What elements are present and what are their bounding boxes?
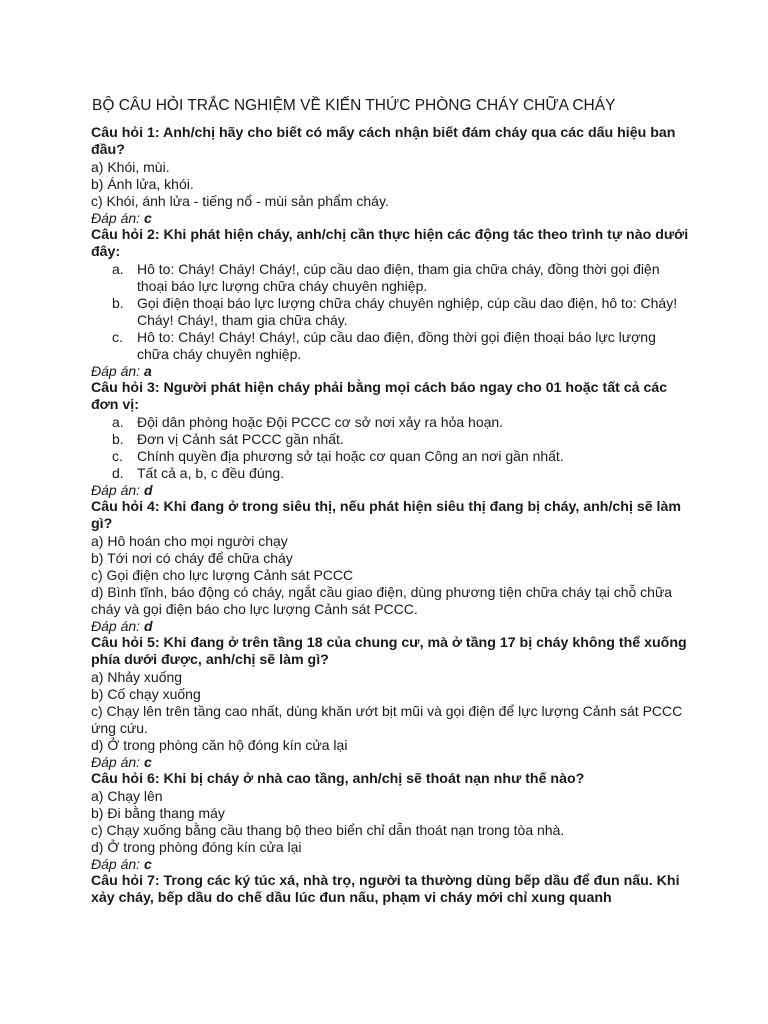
option-text: Hô to: Cháy! Cháy! Cháy!, cúp cầu dao điện, đồng thời gọi điện thoại báo lực lượng chữa cháy chuyên nghiệp. bbox=[137, 329, 656, 362]
option-d: d) Bình tĩnh, báo động có cháy, ngắt cầu giao điện, dùng phương tiện chữa cháy tại chỗ chữa cháy và gọi điện báo cho lực lượng Cảnh sát PCCC. bbox=[91, 584, 673, 617]
option-marker: c. bbox=[112, 329, 123, 345]
option-marker: a. bbox=[112, 414, 124, 430]
question-text: Câu hỏi 4: Khi đang ở trong siêu thị, nếu phát hiện siêu thị đang bị cháy, anh/chị sẽ làm gì? bbox=[91, 499, 681, 532]
option-b: b) Ánh lửa, khói. bbox=[91, 176, 194, 192]
answer-line bbox=[91, 210, 691, 227]
option-marker: d. bbox=[112, 465, 124, 481]
answer-label: Đáp án: bbox=[91, 482, 141, 498]
answer-label: Đáp án: bbox=[91, 856, 141, 872]
option-text: Hô to: Cháy! Cháy! Cháy!, cúp cầu dao điện, tham gia chữa cháy, đồng thời gọi điện thoại báo lực lượng chữa cháy chuyên nghiệp. bbox=[137, 261, 660, 294]
option-c: c) Chạy lên trên tầng cao nhất, dùng khăn ướt bịt mũi và gọi điện để lực lượng Cảnh sát PCCC ứng cứu. bbox=[91, 703, 683, 736]
option-c: c) Khói, ánh lửa - tiếng nổ - mùi sản phẩm cháy. bbox=[91, 193, 389, 209]
option-a: a) Hô hoán cho mọi người chạy bbox=[91, 533, 288, 549]
answer-line bbox=[91, 754, 691, 771]
question-text: Câu hỏi 3: Người phát hiện cháy phải bằng mọi cách báo ngay cho 01 hoặc tất cả các đơn vị: bbox=[91, 380, 668, 413]
answer-value: d bbox=[143, 482, 153, 498]
option-a: a) Nhảy xuống bbox=[91, 669, 183, 685]
answer-label: Đáp án: bbox=[91, 210, 141, 226]
question-text: Câu hỏi 2: Khi phát hiện cháy, anh/chị cần thực hiện các động tác theo trình tự nào dưới đây: bbox=[91, 227, 689, 260]
answer-value: c bbox=[143, 856, 152, 872]
option-text: Gọi điện thoại báo lực lượng chữa cháy chuyên nghiệp, cúp cầu dao điện, hô to: Cháy! Cháy! Cháy!, tham gia chữa cháy. bbox=[137, 295, 678, 328]
option-b: b) Cố chạy xuống bbox=[91, 686, 201, 702]
question-text: Câu hỏi 5: Khi đang ở trên tầng 18 của chung cư, mà ở tầng 17 bị cháy không thể xuống phía dưới được, anh/chị sẽ làm gì? bbox=[91, 635, 687, 668]
option-c: c) Chạy xuống bằng cầu thang bộ theo biển chỉ dẫn thoát nạn trong tòa nhà. bbox=[91, 822, 565, 838]
document-title: BỘ CÂU HỎI TRẮC NGHIỆM VỀ KIẾN THỨC PHÒNG CHÁY CHỮA CHÁY bbox=[92, 97, 616, 114]
option-text: Tất cả a, b, c đều đúng. bbox=[137, 465, 285, 481]
document-body bbox=[91, 125, 691, 907]
option-text: Chính quyền địa phương sở tại hoặc cơ quan Công an nơi gần nhất. bbox=[137, 448, 564, 464]
question-2 bbox=[91, 227, 691, 380]
question-text: Câu hỏi 1: Anh/chị hãy cho biết có mấy cách nhận biết đám cháy qua các dấu hiệu ban đầu? bbox=[91, 125, 676, 158]
option-d: d) Ở trong phòng căn hộ đóng kín cửa lại bbox=[91, 737, 348, 753]
question-text: Câu hỏi 7: Trong các ký túc xá, nhà trọ, người ta thường dùng bếp dầu để đun nấu. Khi xảy cháy, bếp dầu do chế dầu lúc đun nấu, phạm vi cháy mới chỉ xung quanh bbox=[91, 873, 680, 906]
answer-value: a bbox=[143, 363, 152, 379]
option-b: b) Đi bằng thang máy bbox=[91, 805, 225, 821]
option-marker: c. bbox=[112, 448, 123, 464]
option-d bbox=[91, 465, 691, 482]
option-c: c) Gọi điện cho lực lượng Cảnh sát PCCC bbox=[91, 567, 354, 583]
option-c bbox=[91, 448, 691, 465]
option-marker: b. bbox=[112, 295, 124, 311]
answer-label: Đáp án: bbox=[91, 754, 141, 770]
option-marker: a. bbox=[112, 261, 124, 277]
question-5 bbox=[91, 635, 691, 771]
option-text: Đơn vị Cảnh sát PCCC gần nhất. bbox=[137, 431, 344, 447]
question-6 bbox=[91, 771, 691, 873]
option-a bbox=[91, 414, 691, 431]
answer-line bbox=[91, 363, 691, 380]
answer-label: Đáp án: bbox=[91, 618, 141, 634]
option-b bbox=[91, 295, 691, 329]
answer-line bbox=[91, 482, 691, 499]
answer-line bbox=[91, 856, 691, 873]
option-d: d) Ở trong phòng đóng kín cửa lại bbox=[91, 839, 302, 855]
question-7 bbox=[91, 873, 691, 907]
question-4 bbox=[91, 499, 691, 635]
option-b: b) Tới nơi có cháy để chữa cháy bbox=[91, 550, 293, 566]
option-a: a) Chạy lên bbox=[91, 788, 163, 804]
answer-line bbox=[91, 618, 691, 635]
option-c bbox=[91, 329, 691, 363]
question-1 bbox=[91, 125, 691, 227]
answer-value: c bbox=[143, 754, 152, 770]
option-list bbox=[91, 414, 691, 482]
option-a: a) Khói, mùi. bbox=[91, 159, 170, 175]
option-marker: b. bbox=[112, 431, 124, 447]
option-list bbox=[91, 261, 691, 363]
option-text: Đội dân phòng hoặc Đội PCCC cơ sở nơi xảy ra hỏa hoạn. bbox=[137, 414, 504, 430]
answer-value: d bbox=[143, 618, 153, 634]
question-3 bbox=[91, 380, 691, 499]
option-a bbox=[91, 261, 691, 295]
answer-value: c bbox=[143, 210, 152, 226]
option-b bbox=[91, 431, 691, 448]
question-text: Câu hỏi 6: Khi bị cháy ở nhà cao tầng, anh/chị sẽ thoát nạn như thế nào? bbox=[91, 771, 585, 787]
answer-label: Đáp án: bbox=[91, 363, 141, 379]
